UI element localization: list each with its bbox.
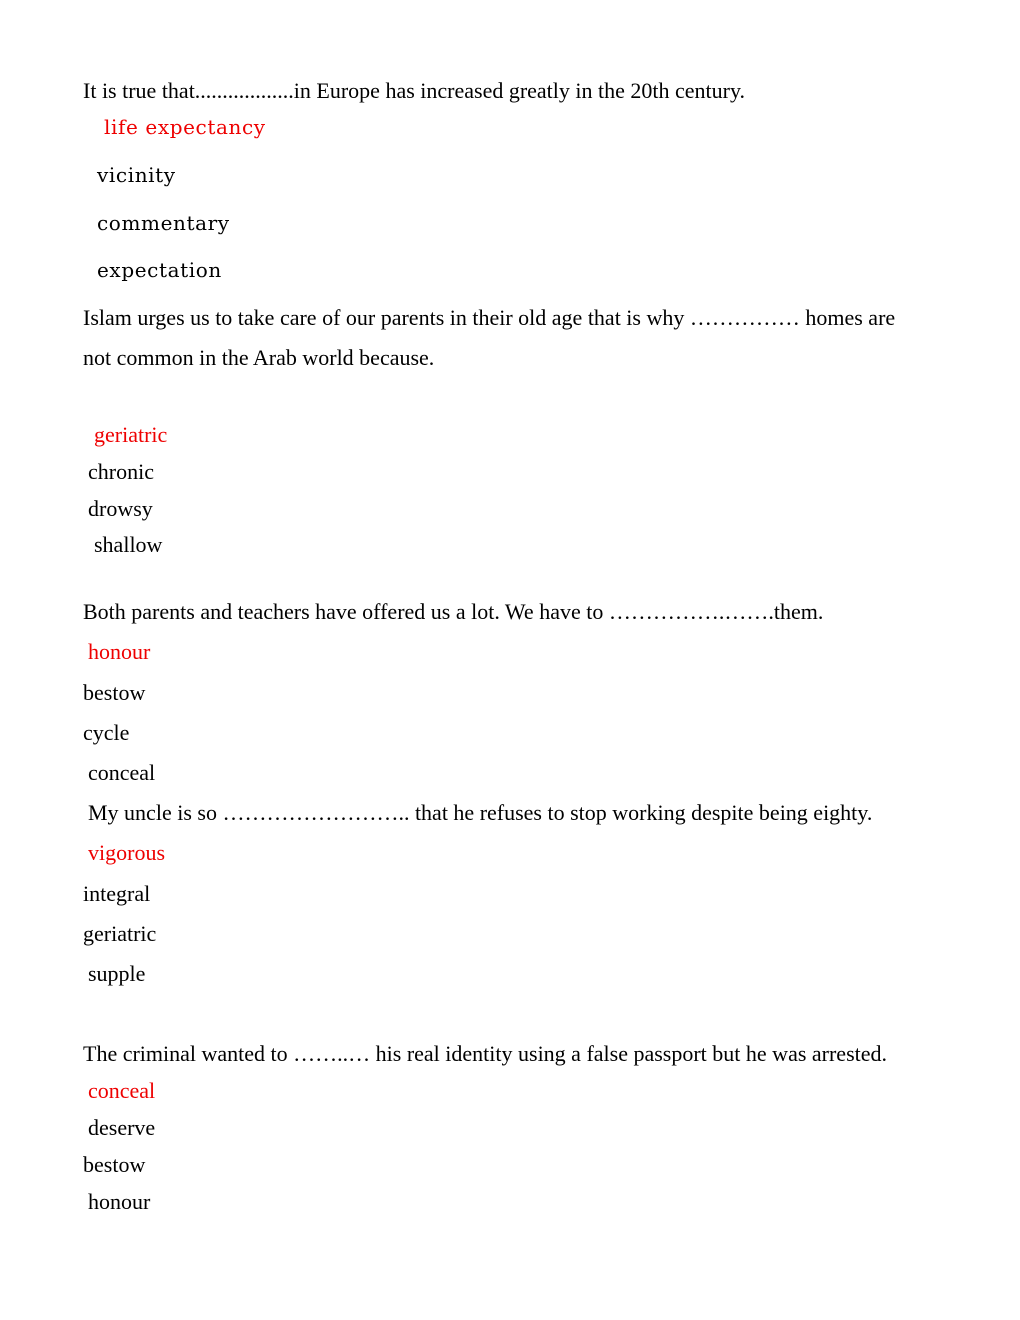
question-5-option-2: deserve [88, 1115, 156, 1140]
question-1-option-3: commentary [97, 211, 230, 235]
question-5-option-correct: conceal [88, 1078, 156, 1103]
question-4-stem: My uncle is so …………………….. that he refuses to stop working despite being eighty. [88, 800, 873, 825]
question-2-option-3: drowsy [88, 496, 153, 521]
question-3-stem: Both parents and teachers have offered us a lot. We have to …………….…….them. [83, 599, 824, 624]
question-2-stem-line-2: not common in the Arab world because. [83, 345, 435, 370]
question-3-option-4: conceal [88, 760, 156, 785]
question-4-option-correct: vigorous [88, 840, 165, 865]
question-2-option-correct: geriatric [94, 422, 168, 447]
question-3-option-3: cycle [83, 720, 130, 745]
question-4-option-2: integral [83, 881, 151, 906]
question-1-stem: It is true that..................in Europe has increased greatly in the 20th century. [83, 78, 746, 103]
question-1-option-2: vicinity [97, 163, 176, 187]
question-1-option-4: expectation [97, 258, 222, 282]
question-3-option-2: bestow [83, 680, 146, 705]
question-2-option-2: chronic [88, 459, 154, 484]
question-3-option-correct: honour [88, 639, 151, 664]
question-5-option-4: honour [88, 1189, 151, 1214]
question-5-option-3: bestow [83, 1152, 146, 1177]
question-1-option-correct: life expectancy [104, 115, 266, 139]
question-2-stem: Islam urges us to take care of our parents in their old age that is why …………… homes are [83, 305, 896, 330]
question-2-option-4: shallow [94, 532, 163, 557]
question-5-stem: The criminal wanted to ……..… his real identity using a false passport but he was arrested. [83, 1041, 888, 1066]
question-4-option-4: supple [88, 961, 146, 986]
question-4-option-3: geriatric [83, 921, 157, 946]
